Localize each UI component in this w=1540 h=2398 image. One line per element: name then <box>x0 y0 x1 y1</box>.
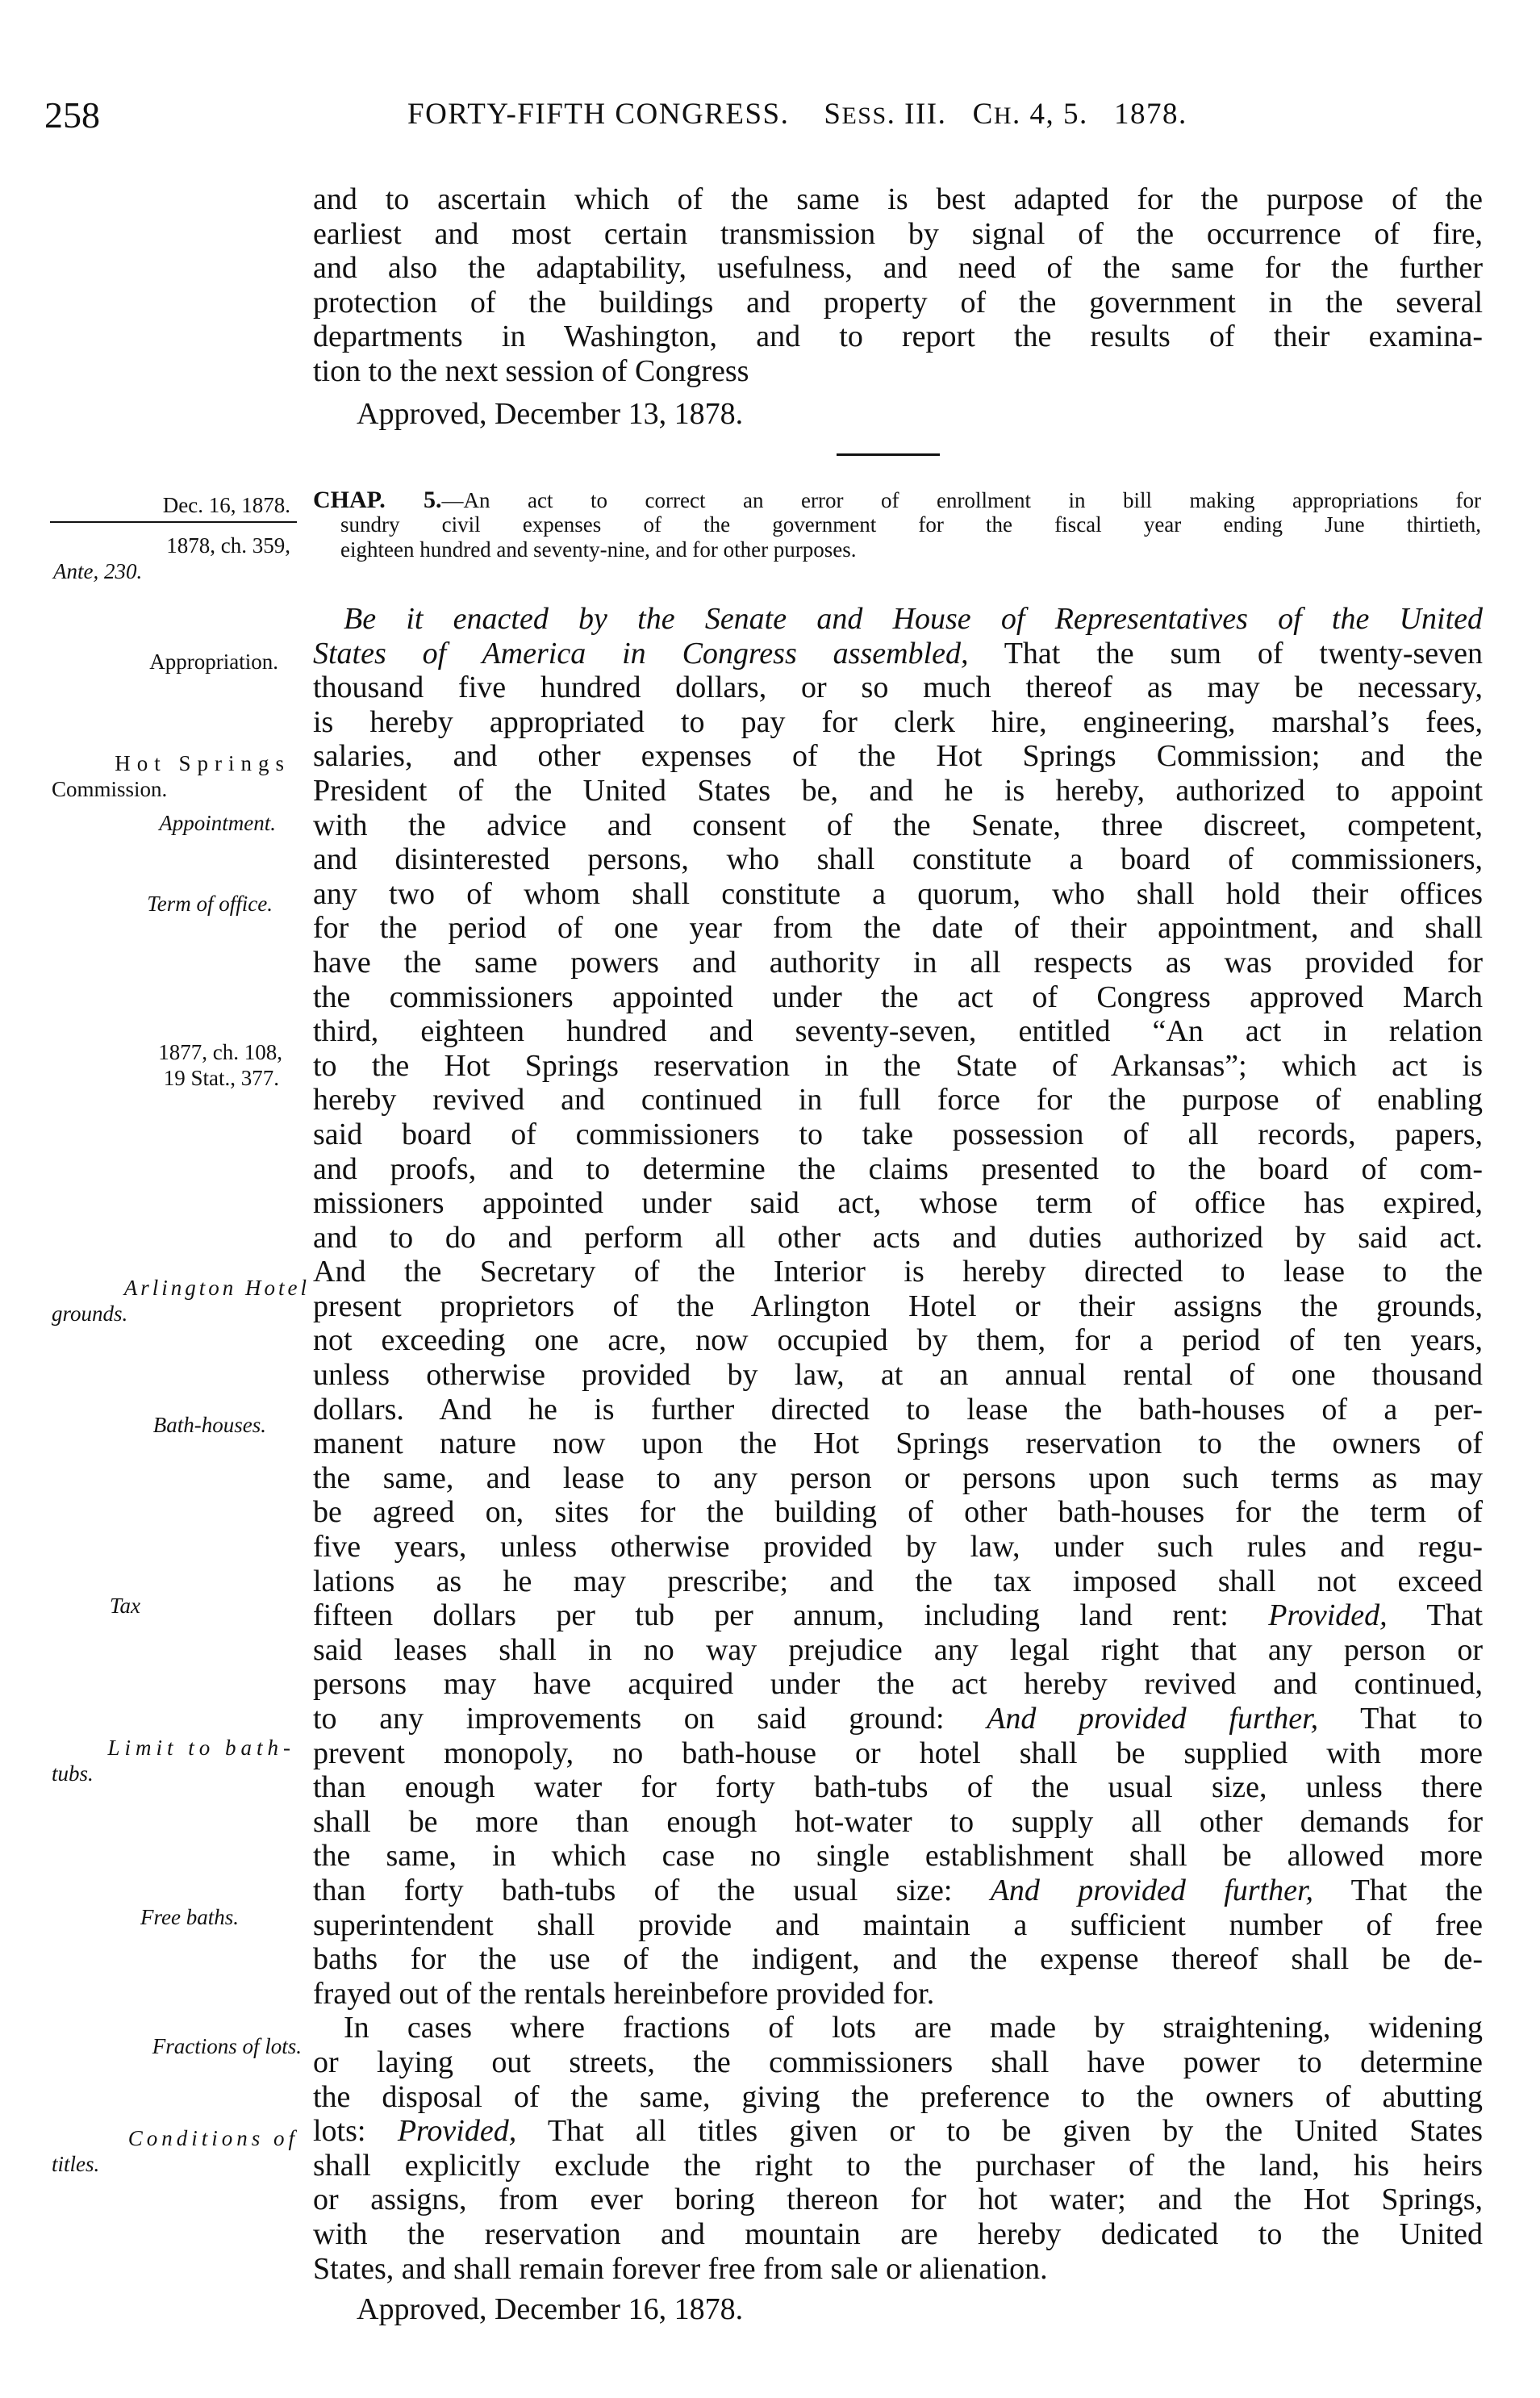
text-line: departments in Washington, and to report the results of their examina- <box>313 320 1483 354</box>
margin-appointment: Appointment. <box>159 811 276 835</box>
margin-titles: titles. <box>52 2152 100 2176</box>
text-line: superintendent shall provide and maintain a sufficient number of free <box>313 1907 1483 1942</box>
previous-act-continuation <box>313 182 1483 431</box>
section-divider <box>837 453 940 456</box>
text-line: shall be more than enough hot-water to supply all other demands for <box>313 1804 1483 1839</box>
text-line: thousand five hundred dollars, or so much thereof as may be necessary, <box>313 671 1483 705</box>
text-line: President of the United States be, and he is hereby, authorized to appoint <box>313 773 1483 808</box>
text-line: and to ascertain which of the same is best adapted for the purpose of the <box>313 182 1483 216</box>
margin-conditions-of: Conditions of <box>127 2126 298 2150</box>
text-line: be agreed on, sites for the building of other bath-houses for the term of <box>313 1495 1483 1530</box>
chapter-title-line: eighteen hundred and seventy-nine, and for other purposes. <box>340 537 857 562</box>
text-line: to any improvements on said ground: And provided further, That to <box>313 1702 1483 1736</box>
text-line: and proofs, and to determine the claims presented to the board of com- <box>313 1151 1483 1186</box>
text-line: and also the adaptability, usefulness, and need of the same for the further <box>313 251 1483 286</box>
margin-limit-to-bath-tubs: Limit to bath- <box>107 1736 295 1760</box>
margin-tax: Tax <box>109 1594 140 1618</box>
page-number: 258 <box>44 94 100 136</box>
text-line: In cases where fractions of lots are made by straightening, widening <box>344 2011 1483 2045</box>
text-line: the same, in which case no single establishment shall be allowed more <box>313 1839 1483 1874</box>
text-line: the same, and lease to any person or persons upon such terms as may <box>313 1460 1483 1495</box>
margin-term-of-office: Term of office. <box>147 892 273 916</box>
margin-ante: Ante, 230. <box>53 559 143 583</box>
text-line: salaries, and other expenses of the Hot Springs Commission; and the <box>313 739 1483 774</box>
chapter-heading <box>313 487 1481 562</box>
text-line: than enough water for forty bath-tubs of the usual size, unless there <box>313 1770 1483 1805</box>
margin-tubs: tubs. <box>52 1761 94 1786</box>
margin-ref-1877: 1877, ch. 108, <box>158 1040 282 1064</box>
text-line: with the advice and consent of the Senate, three discreet, competent, <box>313 808 1483 842</box>
approved-date-1: Approved, December 13, 1878. <box>357 396 744 431</box>
margin-arlington-hotel: Arlington Hotel <box>123 1276 310 1300</box>
text-line: is hereby appropriated to pay for clerk hire, engineering, marshal’s fees, <box>313 704 1483 739</box>
act-body <box>313 602 1483 2327</box>
page-header <box>0 77 1540 142</box>
text-line: unless otherwise provided by law, at an annual rental of one thousand <box>313 1358 1483 1393</box>
text-line: the disposal of the same, giving the preference to the owners of abutting <box>313 2079 1483 2114</box>
margin-rule <box>50 521 297 523</box>
margin-ref-19-stat: 19 Stat., 377. <box>163 1066 279 1090</box>
text-line: or laying out streets, the commissioners shall have power to determine <box>313 2045 1483 2079</box>
text-line: earliest and most certain transmission by signal of the occurrence of fire, <box>313 216 1483 251</box>
text-line: present proprietors of the Arlington Hotel or their assigns the grounds, <box>313 1289 1483 1323</box>
text-line: five years, unless otherwise provided by law, under such rules and regu- <box>313 1530 1483 1565</box>
text-line: fifteen dollars per tub per annum, including land rent: Provided, That <box>313 1598 1484 1633</box>
text-line: for the period of one year from the date of their appointment, and shall <box>313 911 1483 946</box>
text-line: not exceeding one acre, now occupied by them, for a period of ten years, <box>313 1323 1483 1358</box>
text-line: States of America in Congress assembled, That the sum of twenty-seven <box>313 636 1483 671</box>
text-line: said leases shall in no way prejudice any legal right that any person or <box>313 1632 1483 1667</box>
approved-date-2: Approved, December 16, 1878. <box>357 2292 744 2327</box>
text-line: with the reservation and mountain are hereby dedicated to the United <box>313 2216 1483 2251</box>
text-line: protection of the buildings and property of the government in the several <box>313 285 1483 320</box>
text-line: And the Secretary of the Interior is hereby directed to lease to the <box>313 1255 1483 1289</box>
session-ess: ESS <box>841 102 887 129</box>
margin-fractions-of-lots: Fractions of lots. <box>152 2034 302 2058</box>
text-line: frayed out of the rentals hereinbefore provided for. <box>313 1976 935 2011</box>
running-title-congress: FORTY-FIFTH CONGRESS. <box>407 98 790 131</box>
margin-appropriation: Appropriation. <box>149 650 278 674</box>
text-line: missioners appointed under said act, whose term of office has expired, <box>313 1186 1483 1221</box>
text-line: manent nature now upon the Hot Springs reservation to the owners of <box>313 1427 1483 1461</box>
text-line: persons may have acquired under the act hereby revived and continued, <box>313 1667 1483 1702</box>
enacting-clause: Be it enacted by the Senate and House of Representatives of the United <box>344 602 1483 636</box>
text-line: baths for the use of the indigent, and the expense thereof shall be de- <box>313 1942 1483 1977</box>
chapter-label: CHAP. 5. <box>313 487 442 513</box>
text-line: and to do and perform all other acts and duties authorized by said act. <box>313 1220 1483 1255</box>
chapter-numbers: . 4, 5. <box>1012 98 1088 131</box>
text-line: said board of commissioners to take possession of all records, papers, <box>313 1117 1483 1151</box>
margin-ref-1878: 1878, ch. 359, <box>166 533 290 558</box>
text-line: have the same powers and authority in all respects as was provided for <box>313 945 1483 980</box>
session-number: . III. <box>887 98 947 131</box>
text-line: the commissioners appointed under the act of Congress approved March <box>313 980 1483 1014</box>
text-line: third, eighteen hundred and seventy-seven, entitled “An act in relation <box>313 1014 1483 1049</box>
text-line: and disinterested persons, who shall constitute a board of commissioners, <box>313 842 1483 877</box>
session-s: S <box>824 98 842 131</box>
header-year: 1878. <box>1113 98 1187 131</box>
text-line: shall explicitly exclude the right to the purchaser of the land, his heirs <box>313 2148 1483 2183</box>
margin-commission: Commission. <box>52 777 168 801</box>
margin-date: Dec. 16, 1878. <box>162 493 290 517</box>
chapter-title-line: sundry civil expenses of the government for the fiscal year ending June thirtieth, <box>340 512 1481 537</box>
text-line: than forty bath-tubs of the usual size: And provided further, That the <box>313 1873 1484 1907</box>
text-line: prevent monopoly, no bath-house or hotel shall be supplied with more <box>313 1736 1483 1770</box>
chapter-h: H <box>993 102 1012 129</box>
margin-grounds: grounds. <box>52 1301 128 1326</box>
margin-free-baths: Free baths. <box>140 1905 239 1929</box>
text-line: States, and shall remain forever free from sale or alienation. <box>313 2251 1048 2286</box>
text-line: any two of whom shall constitute a quorum, who shall hold their offices <box>313 876 1483 911</box>
text-line: dollars. And he is further directed to lease the bath-houses of a per- <box>313 1392 1483 1427</box>
text-line: lations as he may prescribe; and the tax imposed shall not exceed <box>313 1564 1483 1598</box>
margin-hot-springs: Hot Springs <box>115 751 290 775</box>
text-line: or assigns, from ever boring thereon for hot water; and the Hot Springs, <box>313 2183 1483 2217</box>
chapter-title-line: —An act to correct an error of enrollment in bill making appropriations for <box>441 488 1481 512</box>
text-line: hereby revived and continued in full force for the purpose of enabling <box>313 1083 1483 1118</box>
margin-bath-houses: Bath-houses. <box>152 1413 266 1437</box>
text-line: lots: Provided, That all titles given or to be given by the United States <box>313 2114 1484 2149</box>
text-line: tion to the next session of Congress <box>313 353 749 388</box>
running-title <box>407 97 1187 132</box>
chapter-c: C <box>972 98 994 131</box>
text-line: to the Hot Springs reservation in the State of Arkansas”; which act is <box>313 1048 1483 1083</box>
